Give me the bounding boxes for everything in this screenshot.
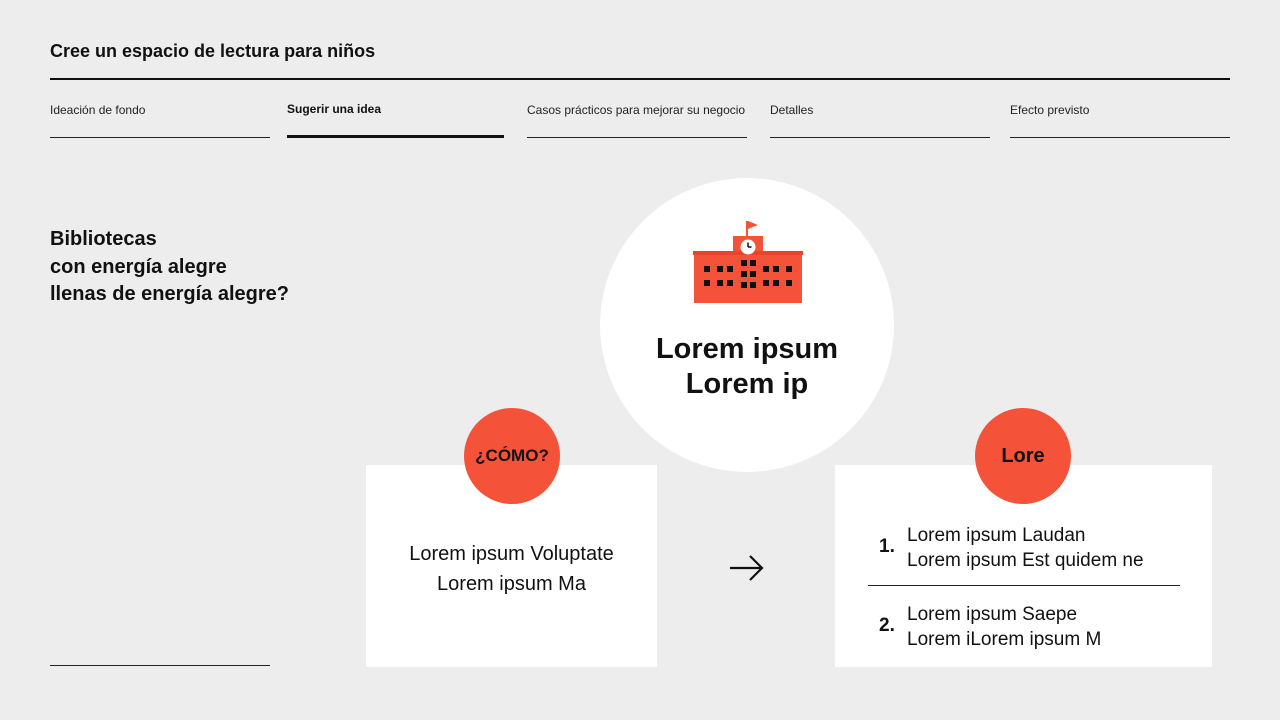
list-item-number: 2. bbox=[879, 615, 895, 636]
how-card-line: Lorem ipsum Voluptate bbox=[409, 543, 614, 565]
tab-efecto-previsto[interactable] bbox=[1010, 103, 1230, 137]
tab-underline bbox=[1010, 137, 1230, 138]
tab-casos-practicos[interactable] bbox=[527, 103, 747, 137]
list-item-number: 1. bbox=[879, 536, 895, 557]
tab-label: Sugerir una idea bbox=[287, 102, 382, 116]
tab-underline bbox=[287, 135, 504, 138]
tab-detalles[interactable] bbox=[770, 103, 990, 137]
tab-label: Ideación de fondo bbox=[50, 103, 146, 117]
title-divider bbox=[50, 78, 1230, 80]
page-title: Cree un espacio de lectura para niños bbox=[50, 41, 376, 61]
center-line: Lorem ip bbox=[685, 368, 809, 400]
tab-underline bbox=[527, 137, 747, 138]
tab-sugerir-una-idea[interactable] bbox=[287, 102, 504, 136]
tab-underline bbox=[50, 137, 270, 138]
center-circle bbox=[600, 178, 894, 472]
question-line: con energía alegre bbox=[50, 255, 227, 278]
list-item-line: Lorem ipsum Laudan bbox=[907, 525, 1086, 546]
center-line: Lorem ipsum bbox=[655, 333, 839, 365]
how-badge: ¿CÓMO? bbox=[464, 408, 560, 504]
center-text bbox=[600, 332, 894, 402]
list-item-text bbox=[907, 602, 1101, 652]
school-building-icon bbox=[693, 220, 803, 309]
tab-label: Casos prácticos para mejorar su negocio bbox=[527, 103, 746, 117]
list-item-text bbox=[907, 523, 1144, 573]
arrow-right-icon bbox=[728, 552, 766, 589]
how-card-line: Lorem ipsum Ma bbox=[437, 573, 586, 595]
tab-ideacion-de-fondo[interactable] bbox=[50, 103, 270, 137]
list-item-line: Lorem ipsum Est quidem ne bbox=[907, 550, 1144, 571]
list-item-line: Lorem iLorem ipsum M bbox=[907, 629, 1102, 650]
how-card-text bbox=[366, 539, 657, 599]
list-divider bbox=[868, 585, 1180, 586]
result-badge: Lore bbox=[975, 408, 1071, 504]
question-line: Bibliotecas bbox=[50, 228, 157, 250]
tab-label: Detalles bbox=[770, 103, 814, 117]
tab-label: Efecto previsto bbox=[1010, 103, 1090, 117]
left-divider bbox=[50, 665, 270, 666]
question-heading bbox=[50, 226, 289, 309]
tab-underline bbox=[770, 137, 990, 138]
list-item-line: Lorem ipsum Saepe bbox=[907, 604, 1078, 625]
question-line: llenas de energía alegre? bbox=[50, 283, 289, 305]
